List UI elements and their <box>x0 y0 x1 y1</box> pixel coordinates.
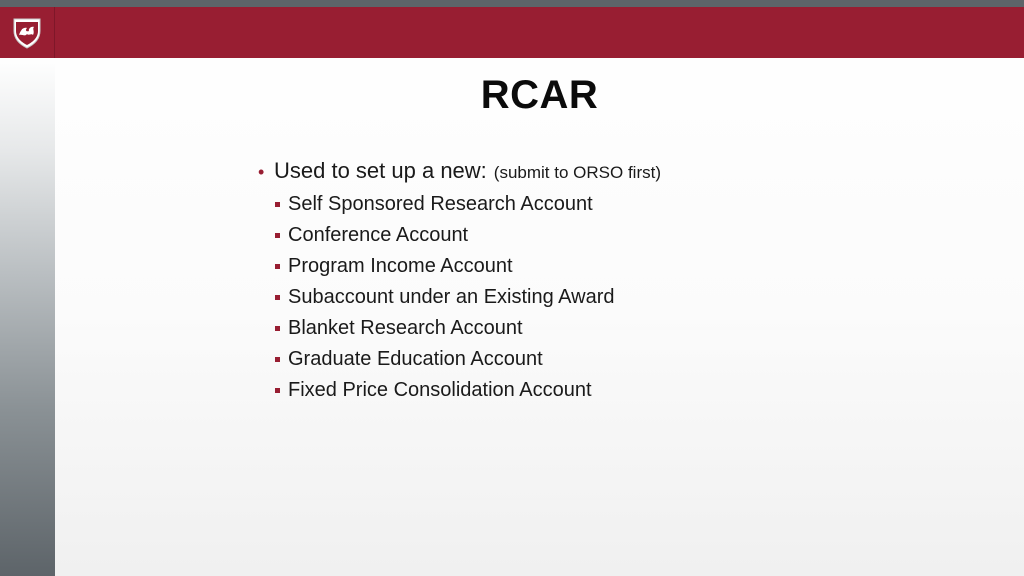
sub-bullet-text: Subaccount under an Existing Award <box>288 286 615 308</box>
square-bullet-icon <box>275 326 280 331</box>
square-bullet-icon <box>275 233 280 238</box>
sub-bullet-text: Graduate Education Account <box>288 348 543 370</box>
sub-bullet-item <box>258 344 958 375</box>
header-bar <box>0 7 1024 58</box>
top-gray-strip <box>0 0 1024 7</box>
sub-bullet-item <box>258 313 958 344</box>
bullet-item <box>258 156 958 188</box>
square-bullet-icon <box>275 388 280 393</box>
bullet-list <box>258 156 958 406</box>
sub-bullet-item <box>258 189 958 220</box>
left-gradient-bar <box>0 58 55 576</box>
sub-bullet-text: Conference Account <box>288 224 469 246</box>
sub-bullet-item <box>258 375 958 406</box>
square-bullet-icon <box>275 295 280 300</box>
sub-bullet-item <box>258 282 958 313</box>
bullet-text: Used to set up a new: <box>274 158 487 183</box>
sub-bullet-text: Blanket Research Account <box>288 317 523 339</box>
sub-bullet-text: Fixed Price Consolidation Account <box>288 379 592 401</box>
sub-bullet-text: Program Income Account <box>288 255 513 277</box>
logo <box>0 7 55 58</box>
sub-bullet-text: Self Sponsored Research Account <box>288 193 593 215</box>
sub-bullet-item <box>258 220 958 251</box>
square-bullet-icon <box>275 264 280 269</box>
bullet-note: (submit to ORSO first) <box>493 163 661 182</box>
bullet-dot-icon: • <box>258 162 265 182</box>
square-bullet-icon <box>275 202 280 207</box>
square-bullet-icon <box>275 357 280 362</box>
sub-bullet-item <box>258 251 958 282</box>
wsu-cougar-shield-logo-icon <box>12 17 42 49</box>
slide-title: RCAR <box>480 73 599 117</box>
